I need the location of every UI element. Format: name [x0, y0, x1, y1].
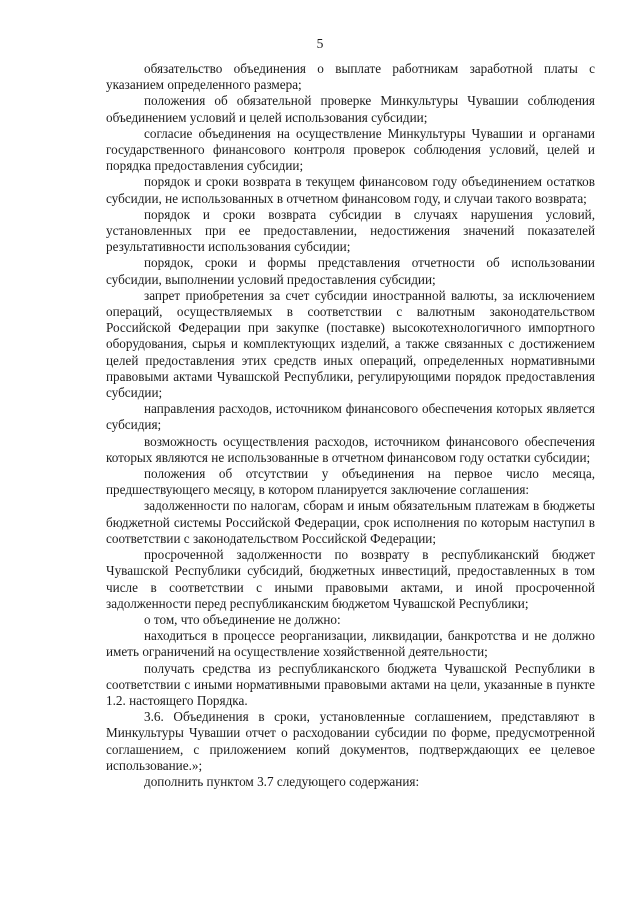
- paragraph: порядок, сроки и формы представления отчетности об использовании субсидии, выполнении условий предоставления субсидии;: [106, 255, 595, 287]
- paragraph: просроченной задолженности по возврату в республиканский бюджет Чувашской Республики субсидий, бюджетных инвестиций, предоставленных в том числе в соответствии с иными правовыми актами, и иной просроченной задолженности перед республиканским бюджетом Чувашской Республики;: [106, 547, 595, 611]
- paragraph: положения об отсутствии у объединения на первое число месяца, предшествующего месяцу, в котором планируется заключение соглашения:: [106, 466, 595, 498]
- paragraph: дополнить пунктом 3.7 следующего содержания:: [144, 773, 420, 789]
- paragraph: о том, что объединение не должно:: [144, 611, 341, 627]
- paragraph: обязательство объединения о выплате работникам заработной платы с указанием определенного размера;: [106, 61, 595, 93]
- paragraph: получать средства из республиканского бюджета Чувашской Республики в соответствии с иными нормативными правовыми актами на цели, указанные в пункте 1.2. настоящего Порядка.: [106, 660, 595, 708]
- page-number: 5: [316, 36, 324, 51]
- paragraph: порядок и сроки возврата в текущем финансовом году объединением остатков субсидии, не использованных в отчетном финансовом году, и случаи такого возврата;: [106, 174, 595, 206]
- paragraph: 3.6. Объединения в сроки, установленные соглашением, представляют в Минкультуры Чувашии отчет о расходовании субсидии по форме, предусмотренной соглашением, с приложением копий документов, подтверждающих ее целевое использование.»;: [106, 709, 595, 773]
- paragraph: направления расходов, источником финансового обеспечения которых является субсидия;: [106, 401, 595, 433]
- paragraph: запрет приобретения за счет субсидии иностранной валюты, за исключением операций, осуществляемых в соответствии с валютным законодательством Российской Федерации при закупке (поставке) высокотехнологичного импортного оборудования, сырья и комплектующих изделий, а также связанных с достижением целей предоставления этих средств иных операций, определенных нормативными правовыми актами Чувашской Республики, регулирующими порядок предоставления субсидии;: [106, 287, 595, 401]
- paragraph: порядок и сроки возврата субсидии в случаях нарушения условий, установленных при ее предоставлении, недостижения значений показателей результативности использования субсидии;: [106, 206, 595, 255]
- paragraph: положения об обязательной проверке Минкультуры Чувашии соблюдения объединением условий и целей использования субсидии;: [106, 93, 595, 125]
- paragraph: возможность осуществления расходов, источником финансового обеспечения которых являются не использованные в отчетном финансовом году остатки субсидии;: [106, 433, 595, 465]
- document-body: [106, 61, 595, 790]
- paragraph: согласие объединения на осуществление Минкультуры Чувашии и органами государственного финансового контроля проверок соблюдения условий, целей и порядка предоставления субсидии;: [106, 125, 595, 174]
- paragraph: задолженности по налогам, сборам и иным обязательным платежам в бюджеты бюджетной системы Российской Федерации, срок исполнения по которым наступил в соответствии с законодательством Российской Федерации;: [106, 498, 595, 546]
- paragraph: находиться в процессе реорганизации, ликвидации, банкротства и не должно иметь ограничений на осуществление хозяйственной деятельности;: [106, 628, 595, 660]
